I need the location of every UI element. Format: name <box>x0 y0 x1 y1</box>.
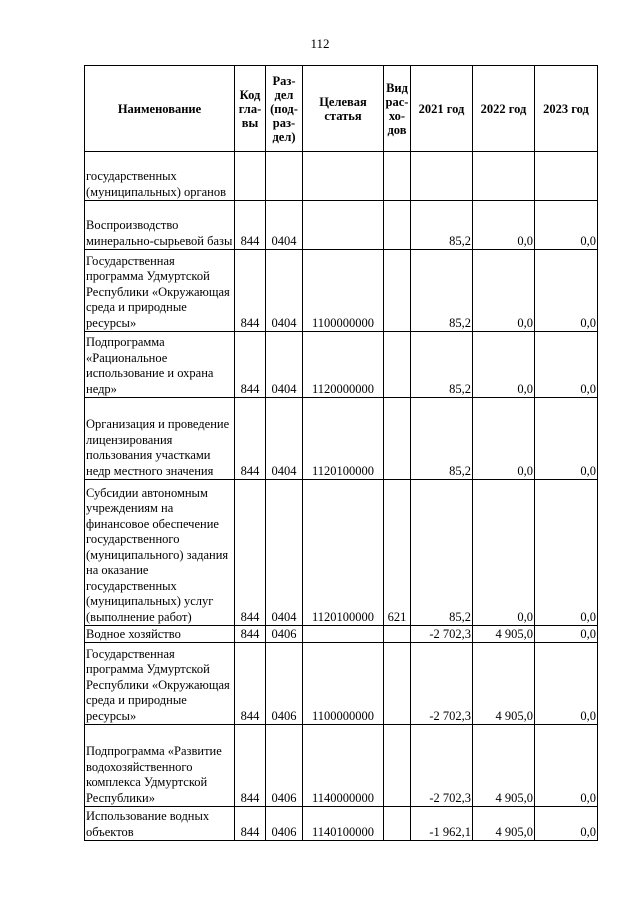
row-chapter-code: 844 <box>235 250 266 332</box>
row-section: 0404 <box>266 250 303 332</box>
row-amount-2021: 85,2 <box>411 250 473 332</box>
row-chapter-code: 844 <box>235 725 266 807</box>
row-amount-2021: 85,2 <box>411 332 473 398</box>
row-amount-2021 <box>411 152 473 201</box>
row-name: Государственная программа Удмуртской Республики «Окружающая среда и природные ресурсы» <box>85 643 235 725</box>
table-row <box>85 626 598 643</box>
row-chapter-code <box>235 152 266 201</box>
header-year-2022: 2022 год <box>473 66 535 152</box>
row-chapter-code: 844 <box>235 807 266 841</box>
header-expense-type: Вид рас-хо-дов <box>384 66 411 152</box>
row-amount-2023 <box>535 152 598 201</box>
row-amount-2021: -2 702,3 <box>411 626 473 643</box>
row-amount-2022: 0,0 <box>473 332 535 398</box>
row-target-item: 1100000000 <box>303 250 384 332</box>
row-target-item: 1100000000 <box>303 643 384 725</box>
row-name: государственных (муниципальных) органов <box>85 152 235 201</box>
table-row <box>85 725 598 807</box>
table-row <box>85 152 598 201</box>
row-section: 0406 <box>266 725 303 807</box>
row-amount-2023: 0,0 <box>535 250 598 332</box>
budget-table <box>84 65 598 841</box>
row-amount-2021: -2 702,3 <box>411 725 473 807</box>
row-chapter-code: 844 <box>235 480 266 626</box>
row-target-item <box>303 626 384 643</box>
table-row <box>85 807 598 841</box>
row-amount-2022: 4 905,0 <box>473 626 535 643</box>
table-row <box>85 398 598 480</box>
row-amount-2022: 4 905,0 <box>473 643 535 725</box>
row-amount-2022: 0,0 <box>473 201 535 250</box>
row-name: Организация и проведение лицензирования пользования участками недр местного значения <box>85 398 235 480</box>
row-amount-2023: 0,0 <box>535 643 598 725</box>
row-name: Воспроизводство минерально-сырьевой базы <box>85 201 235 250</box>
page-number: 112 <box>310 36 330 51</box>
table-row <box>85 201 598 250</box>
row-amount-2023: 0,0 <box>535 626 598 643</box>
row-target-item <box>303 152 384 201</box>
row-section <box>266 152 303 201</box>
row-name: Государственная программа Удмуртской Республики «Окружающая среда и природные ресурсы» <box>85 250 235 332</box>
row-section: 0404 <box>266 398 303 480</box>
row-section: 0404 <box>266 201 303 250</box>
row-amount-2023: 0,0 <box>535 725 598 807</box>
row-amount-2022: 0,0 <box>473 480 535 626</box>
row-section: 0406 <box>266 807 303 841</box>
row-amount-2021: -1 962,1 <box>411 807 473 841</box>
row-amount-2022: 4 905,0 <box>473 807 535 841</box>
row-name: Водное хозяйство <box>85 626 235 643</box>
row-amount-2023: 0,0 <box>535 480 598 626</box>
row-section: 0406 <box>266 643 303 725</box>
header-name: Наименование <box>85 66 235 152</box>
row-amount-2021: 85,2 <box>411 201 473 250</box>
row-expense-type <box>384 398 411 480</box>
row-amount-2021: 85,2 <box>411 398 473 480</box>
row-expense-type <box>384 626 411 643</box>
row-expense-type <box>384 250 411 332</box>
row-section: 0404 <box>266 480 303 626</box>
row-amount-2021: 85,2 <box>411 480 473 626</box>
header-year-2021: 2021 год <box>411 66 473 152</box>
row-target-item: 1140000000 <box>303 725 384 807</box>
row-target-item <box>303 201 384 250</box>
row-target-item: 1120000000 <box>303 332 384 398</box>
header-chapter-code: Код гла-вы <box>235 66 266 152</box>
row-chapter-code: 844 <box>235 398 266 480</box>
row-target-item: 1120100000 <box>303 398 384 480</box>
row-expense-type <box>384 643 411 725</box>
row-expense-type: 621 <box>384 480 411 626</box>
row-amount-2023: 0,0 <box>535 807 598 841</box>
row-section: 0406 <box>266 626 303 643</box>
row-chapter-code: 844 <box>235 643 266 725</box>
row-amount-2023: 0,0 <box>535 332 598 398</box>
row-name: Подпрограмма «Развитие водохозяйственного комплекса Удмуртской Республики» <box>85 725 235 807</box>
header-row <box>85 66 598 152</box>
row-amount-2022 <box>473 152 535 201</box>
row-target-item: 1140100000 <box>303 807 384 841</box>
row-amount-2021: -2 702,3 <box>411 643 473 725</box>
row-name: Использование водных объектов <box>85 807 235 841</box>
row-amount-2022: 0,0 <box>473 398 535 480</box>
row-expense-type <box>384 332 411 398</box>
row-amount-2022: 0,0 <box>473 250 535 332</box>
header-section: Раз-дел (под-раз-дел) <box>266 66 303 152</box>
row-target-item: 1120100000 <box>303 480 384 626</box>
row-chapter-code: 844 <box>235 626 266 643</box>
row-expense-type <box>384 725 411 807</box>
row-expense-type <box>384 807 411 841</box>
row-chapter-code: 844 <box>235 332 266 398</box>
table-row <box>85 643 598 725</box>
row-amount-2023: 0,0 <box>535 201 598 250</box>
row-chapter-code: 844 <box>235 201 266 250</box>
row-name: Подпрограмма «Рациональное использование и охрана недр» <box>85 332 235 398</box>
table-row <box>85 480 598 626</box>
header-target-item: Целевая статья <box>303 66 384 152</box>
row-expense-type <box>384 152 411 201</box>
row-amount-2022: 4 905,0 <box>473 725 535 807</box>
table-row <box>85 250 598 332</box>
row-expense-type <box>384 201 411 250</box>
table-row <box>85 332 598 398</box>
header-year-2023: 2023 год <box>535 66 598 152</box>
row-section: 0404 <box>266 332 303 398</box>
row-name: Субсидии автономным учреждениям на финансовое обеспечение государственного (муниципального) задания на оказание государственных (муниципальных) услуг (выполнение работ) <box>85 480 235 626</box>
row-amount-2023: 0,0 <box>535 398 598 480</box>
